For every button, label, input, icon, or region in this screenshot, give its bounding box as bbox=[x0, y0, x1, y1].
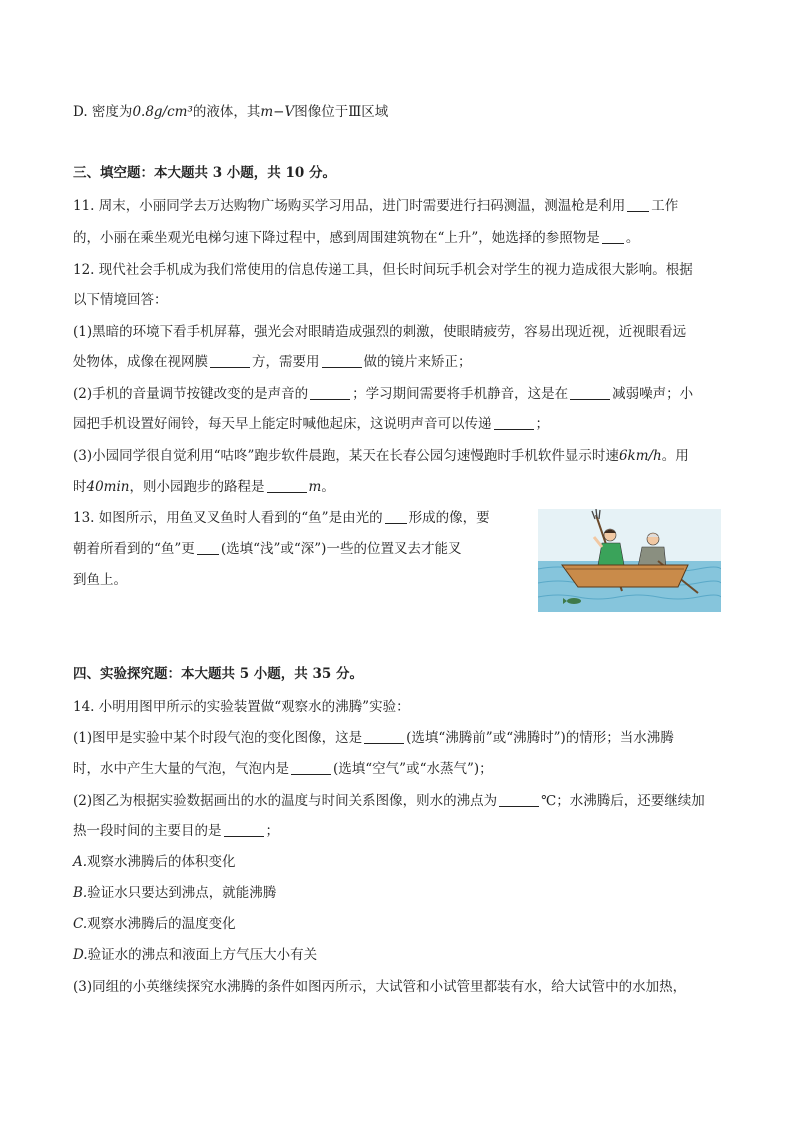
question-12-part-3-line-2: 时40min，则小园跑步的路程是 m。 bbox=[73, 479, 335, 495]
answer-blank[interactable] bbox=[570, 385, 610, 400]
question-12-part-2-line-2: 园把手机设置好闹铃，每天早上能定时喊他起床，这说明声音可以传递 ； bbox=[73, 416, 549, 432]
section-4-heading: 四、实验探究题：本大题共 5 小题，共 35 分。 bbox=[73, 666, 363, 682]
question-14-part-3: (3)同组的小英继续探究水沸腾的条件如图丙所示，大试管和小试管里都装有水，给大试管中的水加热， bbox=[73, 979, 687, 995]
answer-blank[interactable] bbox=[210, 353, 250, 368]
section-3-heading: 三、填空题：本大题共 3 小题，共 10 分。 bbox=[73, 165, 336, 181]
answer-blank[interactable] bbox=[499, 792, 539, 807]
question-12-part-2: (2)手机的音量调节按键改变的是声音的 ；学习期间需要将手机静音，这是在 减弱噪声；小 bbox=[73, 386, 694, 402]
question-12-part-1: (1)黑暗的环境下看手机屏幕，强光会对眼睛造成强烈的刺激，使眼睛疲劳，容易出现近视，近视眼看远 bbox=[73, 324, 687, 340]
question-11-line-2: 的，小丽在乘坐观光电梯匀速下降过程中，感到周围建筑物在“上升”，她选择的参照物是 。 bbox=[73, 230, 640, 246]
question-14-part-2: (2)图乙为根据实验数据画出的水的温度与时间关系图像，则水的沸点为 ℃；水沸腾后，还要继续加 bbox=[73, 793, 705, 809]
question-10-option-d: D. 密度为0.8g/cm³的液体，其m−V图像位于Ⅲ区域 bbox=[73, 104, 389, 120]
spear-fishing-illustration bbox=[538, 509, 721, 612]
answer-blank[interactable] bbox=[224, 822, 264, 837]
answer-blank[interactable] bbox=[627, 197, 649, 212]
answer-blank[interactable] bbox=[385, 509, 407, 524]
question-14-part-2-line-2: 热一段时间的主要目的是 ； bbox=[73, 823, 279, 839]
answer-blank[interactable] bbox=[494, 415, 534, 430]
question-11-line-1: 11. 周末，小丽同学去万达购物广场购买学习用品，进门时需要进行扫码测温，测温枪是利用 工作 bbox=[73, 198, 679, 214]
answer-blank[interactable] bbox=[291, 760, 331, 775]
answer-blank[interactable] bbox=[197, 540, 219, 555]
answer-blank[interactable] bbox=[267, 478, 307, 493]
question-13-line-1: 13. 如图所示，用鱼叉叉鱼时人看到的“鱼”是由光的 形成的像，要 bbox=[73, 510, 490, 526]
question-12-stem: 12. 现代社会手机成为我们常使用的信息传递工具，但长时间玩手机会对学生的视力造成很大影响。根据 bbox=[73, 262, 693, 278]
answer-blank[interactable] bbox=[364, 729, 404, 744]
question-12-part-1-line-2: 处物体，成像在视网膜 方，需要用 做的镜片来矫正； bbox=[73, 354, 472, 370]
question-13-line-2: 朝着所看到的“鱼”更 (选填“浅”或“深”)一些的位置叉去才能叉 bbox=[73, 541, 462, 557]
answer-blank[interactable] bbox=[310, 385, 350, 400]
option-a[interactable]: A.观察水沸腾后的体积变化 bbox=[73, 854, 236, 870]
answer-blank[interactable] bbox=[602, 229, 624, 244]
question-14-part-1: (1)图甲是实验中某个时段气泡的变化图像，这是 (选填“沸腾前”或“沸腾时”)的情形；当水沸腾 bbox=[73, 730, 674, 746]
answer-blank[interactable] bbox=[322, 353, 362, 368]
question-12-stem-2: 以下情境回答： bbox=[73, 292, 168, 308]
option-d[interactable]: D.验证水的沸点和液面上方气压大小有关 bbox=[73, 947, 318, 963]
question-14-part-1-line-2: 时，水中产生大量的气泡，气泡内是 (选填“空气”或“水蒸气”)； bbox=[73, 761, 493, 777]
question-12-part-3: (3)小园同学很自觉利用“咕咚”跑步软件晨跑，某天在长春公园匀速慢跑时手机软件显示时速6km/h。用 bbox=[73, 448, 689, 464]
question-14-stem: 14. 小明用图甲所示的实验装置做“观察水的沸腾”实验： bbox=[73, 699, 410, 715]
option-b[interactable]: B.验证水只要达到沸点，就能沸腾 bbox=[73, 885, 277, 901]
question-13-line-3: 到鱼上。 bbox=[73, 572, 127, 588]
option-c[interactable]: C.观察水沸腾后的温度变化 bbox=[73, 916, 236, 932]
